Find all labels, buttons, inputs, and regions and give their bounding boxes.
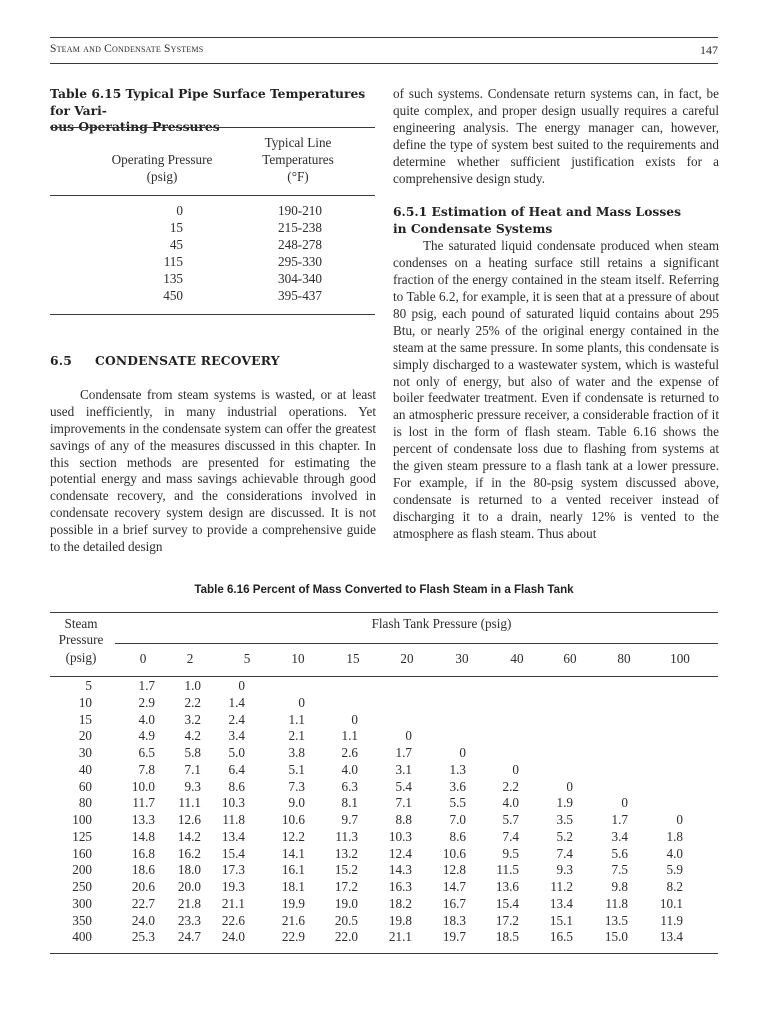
t16-cell: 12.2 [281,828,305,844]
table-row [50,829,718,846]
t16-cell: 3.8 [288,745,305,760]
t16-cell: 14.2 [177,828,201,844]
t16-cell: 20.6 [131,879,155,894]
t16-cell: 13.4 [549,895,573,911]
t16-cell: 8.8 [395,812,412,827]
t15-temperature: 190-210 [278,203,322,218]
t16-steam-pressure: 80 [78,795,92,811]
table-row [50,287,375,304]
t16-cell: 22.7 [131,895,155,911]
t16-cell: 4.0 [341,761,358,777]
t16-cell: 21.1 [221,895,245,911]
t16-cell: 8.1 [341,795,358,811]
t16-cell: 3.4 [611,828,628,844]
t16-cell: 14.1 [281,845,305,861]
t16-cell: 17.2 [495,912,519,928]
table-row [50,929,718,946]
t16-cell: 1.0 [184,678,201,693]
t16-cell: 14.3 [388,862,412,878]
t16-row-header-line2: Pressure [58,632,104,647]
t16-cell: 20.5 [334,912,358,928]
t15-col-header-pressure-line1: Operating Pressure [111,152,213,167]
t16-steam-pressure: 200 [72,862,92,878]
t16-cell: 3.6 [449,778,466,794]
t16-cell: 19.3 [221,879,245,894]
t16-cell: 7.4 [502,828,519,844]
t16-cell: 9.7 [341,812,358,827]
t16-cell: 13.4 [221,828,245,844]
t16-cell: 1.7 [395,745,412,760]
t16-cell: 0 [621,795,628,811]
page-number: 147 [700,43,718,57]
t16-cell: 18.5 [495,929,519,945]
t16-cell: 4.0 [666,845,683,861]
t16-cell: 2.2 [502,778,519,794]
t16-row-header-line3: (psig) [65,650,97,665]
t16-cell: 3.4 [228,728,245,744]
table-row [50,728,718,745]
t16-cell: 13.6 [495,879,519,894]
table-6-15-caption [50,86,376,136]
t15-col-header-temp-line3: (°F) [287,169,309,184]
t16-cell: 16.8 [131,845,155,861]
t16-steam-pressure: 15 [78,711,92,727]
t16-cell: 16.2 [177,845,201,861]
t16-steam-pressure: 160 [72,845,92,861]
t16-cell: 11.3 [335,828,358,844]
t16-cell: 0 [298,694,305,710]
subsection-6-5-1-paragraph: The saturated liquid condensate produced when steam condenses on a heating surface still retains a significant fraction of the energy contained in the steam itself. Referring to Table 6.2, for example, it is seen that at a pressure of about 80 psig, each pound of saturated liquid contains about 295 Btu, or nearly 25% of the original energy contained in the steam at the same pressure. In some plants, this condensate is simply discharged to a wastewater system, which is wasteful not only of energy, but also of water and the expense of boiler feedwater treatment. Even if condensate is returned to an atmospheric pressure receiver, a considerable fraction of it is lost in the form of flash steam. Table 6.16 shows the percent of condensate loss due to flashing from systems at the given steam pressure to a flash tank at a lower pressure. For example, if in the 80-psig system discussed above, condensate is returned to a vented receiver instead of discharging it to a drain, nearly 12% is vented to the atmosphere as flash steam. Thus about [393,238,719,541]
section-number: 6.5 [50,353,72,368]
t16-cell: 18.0 [177,862,201,878]
t16-cell: 5.6 [611,845,628,861]
t16-cell: 23.3 [177,912,201,928]
t16-cell: 10.1 [659,895,683,911]
t16-cell: 2.4 [228,711,245,727]
t16-cell: 1.4 [228,694,245,710]
header-bottom-rule [50,63,718,64]
t16-cell: 0 [238,678,245,693]
table-6-15-top-rule [50,127,375,128]
continuation-paragraph: of such systems. Condensate return systems can, in fact, be quite complex, and proper design usually requires a careful engineering analysis. The energy manager can, however, define the type of system best suited to the requirements and determine whether sufficient justification exists for a comprehensive design study. [393,86,719,186]
table-row [50,745,718,762]
t16-cell: 13.4 [659,929,683,945]
table-row [50,253,375,270]
t16-cell: 15.4 [495,895,519,911]
t16-cell: 2.9 [138,694,155,710]
t16-cell: 1.3 [449,761,466,777]
table-row [50,896,718,913]
t16-steam-pressure: 300 [72,895,92,911]
t16-cell: 5.4 [395,778,412,794]
t16-cell: 11.7 [132,795,155,811]
t16-cell: 18.1 [281,879,305,894]
t16-cell: 14.7 [442,879,466,894]
t16-cell: 16.3 [388,879,412,894]
table-row [50,879,718,896]
t16-cell: 24.0 [221,929,245,945]
t16-cell: 21.1 [388,929,412,945]
t16-cell: 7.4 [556,845,573,861]
t16-col-header: 30 [455,651,469,666]
t16-cell: 7.0 [449,812,466,827]
t16-cell: 15.4 [221,845,245,861]
t16-cell: 13.3 [131,812,155,827]
t16-steam-pressure: 350 [72,912,92,928]
t15-pressure: 135 [163,271,183,286]
t16-steam-pressure: 30 [78,745,92,760]
t16-cell: 7.5 [611,862,628,878]
t16-cell: 11.1 [178,795,201,811]
t16-cell: 18.6 [131,862,155,878]
t16-cell: 22.0 [334,929,358,945]
t16-cell: 24.0 [131,912,155,928]
t15-col-header-temp-line2: Temperatures [262,152,334,167]
t16-cell: 11.8 [222,812,245,827]
t16-cell: 7.1 [395,795,412,811]
t16-cell: 1.7 [138,678,155,693]
table-row [50,812,718,829]
t15-pressure: 115 [163,254,183,269]
table-row [50,913,718,930]
t16-cell: 24.7 [177,929,201,945]
section-heading [50,353,376,370]
t16-cell: 12.8 [442,862,466,878]
t16-cell: 19.7 [442,929,466,945]
t16-cell: 12.4 [388,845,412,861]
t15-temperature: 295-330 [278,254,322,269]
t16-col-header: 80 [617,651,631,666]
t16-cell: 6.4 [228,761,245,777]
t16-cell: 9.5 [502,845,519,861]
table-6-15-bottom-rule [50,314,375,315]
section-6-5-paragraph: Condensate from steam systems is wasted, or at least used inefficiently, in many industrial operations. Yet improvements in the condensate system can offer the greatest savings of any of the measures discussed in this chapter. In this section methods are presented for estimating the potential energy and mass savings achievable through good condensate recovery, and the considerations involved in condensate recovery system design are discussed. It is not possible in a brief survey to provide a comprehensive guide to the detailed design [50,386,376,555]
t16-cell: 0 [351,711,358,727]
t16-cell: 10.6 [442,845,466,861]
t16-cell: 22.9 [281,929,305,945]
t16-steam-pressure: 125 [72,828,92,844]
t16-cell: 7.3 [288,778,305,794]
t16-cell: 5.0 [228,745,245,760]
t15-col-header-pressure-line2: (psig) [146,169,178,184]
t16-steam-pressure: 60 [78,778,92,794]
table-row [50,862,718,879]
t16-cell: 19.8 [388,912,412,928]
t16-col-header: 0 [139,651,147,666]
table-row [50,202,375,219]
t16-cell: 1.1 [288,711,305,727]
t16-cell: 2.6 [341,745,358,760]
t15-pressure: 15 [169,220,183,235]
t16-cell: 10.6 [281,812,305,827]
t15-col-header-temp-line1: Typical Line [264,135,332,150]
t16-cell: 11.9 [660,912,683,928]
t16-cell: 9.3 [556,862,573,878]
section-6-5 [50,353,376,556]
t16-col-header: 10 [291,651,305,666]
t16-column-group-header: Flash Tank Pressure (psig) [371,616,512,631]
t16-cell: 17.3 [221,862,245,878]
t16-steam-pressure: 40 [78,761,92,777]
t16-row-header-line1: Steam [64,616,98,631]
t16-cell: 17.2 [334,879,358,894]
table-6-16-bottom-rule [50,953,718,954]
t15-temperature: 215-238 [278,220,322,235]
table-row [50,236,375,253]
table-row [50,762,718,779]
t16-cell: 4.0 [502,795,519,811]
t16-cell: 11.5 [496,862,519,878]
t16-cell: 3.5 [556,812,573,827]
table-row [50,795,718,812]
t16-cell: 18.3 [442,912,466,928]
t16-cell: 0 [405,728,412,744]
t16-cell: 0 [512,761,519,777]
t15-temperature: 248-278 [278,237,322,252]
t15-pressure: 450 [163,288,183,303]
t16-cell: 5.9 [666,862,683,878]
table-row [50,779,718,796]
t16-cell: 7.8 [138,761,155,777]
t16-steam-pressure: 250 [72,879,92,894]
table-row [50,846,718,863]
t16-cell: 7.1 [184,761,201,777]
t16-steam-pressure: 10 [78,694,92,710]
t16-cell: 2.1 [288,728,305,744]
t16-cell: 10.0 [131,778,155,794]
t16-cell: 18.2 [388,895,412,911]
table-row [50,712,718,729]
t16-cell: 9.8 [611,879,628,894]
t16-cell: 4.9 [138,728,155,744]
t16-cell: 13.5 [604,912,628,928]
t16-col-header: 15 [346,651,360,666]
t16-cell: 1.1 [341,728,358,744]
t16-col-header: 20 [400,651,414,666]
t16-col-header: 40 [510,651,524,666]
t16-cell: 4.0 [138,711,155,727]
t16-col-header: 2 [186,651,194,666]
t16-cell: 21.8 [177,895,201,911]
t16-cell: 9.0 [288,795,305,811]
t16-cell: 2.2 [184,694,201,710]
t16-cell: 4.2 [184,728,201,744]
subsection-6-5-1-title-line2: in Condensate Systems [393,221,553,237]
t16-cell: 15.0 [604,929,628,945]
t16-cell: 16.5 [549,929,573,945]
t16-row-header [50,615,112,667]
t16-cell: 13.2 [334,845,358,861]
table-row [50,678,718,695]
t16-cell: 1.8 [666,828,683,844]
right-column [393,86,719,543]
table-row [50,270,375,287]
t16-steam-pressure: 100 [72,812,92,827]
t16-cell: 0 [676,812,683,827]
t16-cell: 5.2 [556,828,573,844]
t16-steam-pressure: 20 [78,728,92,744]
t16-col-header: 100 [670,651,690,666]
t16-cell: 25.3 [131,929,155,945]
t16-cell: 10.3 [388,828,412,844]
t16-cell: 16.7 [442,895,466,911]
t16-steam-pressure: 5 [85,678,92,693]
t16-cell: 5.1 [288,761,305,777]
t16-cell: 5.5 [449,795,466,811]
t16-cell: 5.7 [502,812,519,827]
header-top-rule [50,37,718,38]
t16-col-header: 5 [243,651,251,666]
t16-cell: 6.5 [138,745,155,760]
t16-cell: 10.3 [221,795,245,811]
t15-pressure: 45 [169,237,183,252]
t16-cell: 8.6 [228,778,245,794]
running-head: Steam and Condensate Systems [50,43,204,55]
t16-cell: 0 [459,745,466,760]
t16-cell: 6.3 [341,778,358,794]
t16-col-header: 60 [563,651,577,666]
t15-temperature: 304-340 [278,271,322,286]
subsection-6-5-1-title-line1: 6.5.1 Estimation of Heat and Mass Losses [393,204,681,220]
table-6-15-title-line2: ous Operating Pressures [50,119,220,134]
table-row [50,695,718,712]
t16-cell: 15.2 [334,862,358,878]
t16-cell: 3.2 [184,711,201,727]
table-6-15-title-line1: Table 6.15 Typical Pipe Surface Temperatures for Vari- [50,86,366,118]
table-6-16-title: Table 6.16 Percent of Mass Converted to Flash Steam in a Flash Tank [194,582,574,596]
t16-cell: 19.9 [281,895,305,911]
t16-cell: 8.6 [449,828,466,844]
t16-cell: 22.6 [221,912,245,928]
t16-cell: 12.6 [177,812,201,827]
table-6-16-group-rule [115,643,718,644]
t16-cell: 16.1 [281,862,305,878]
t16-cell: 0 [566,778,573,794]
table-6-16-header-rule [50,676,718,677]
t16-cell: 14.8 [131,828,155,844]
t16-cell: 21.6 [281,912,305,928]
t16-cell: 9.3 [184,778,201,794]
t15-col-header-temperature [238,134,358,185]
table-row [50,219,375,236]
t15-col-header-pressure [92,151,232,185]
section-title: CONDENSATE RECOVERY [94,353,280,368]
t16-cell: 15.1 [549,912,573,928]
t16-cell: 1.7 [611,812,628,827]
t16-cell: 3.1 [395,761,412,777]
t16-cell: 11.8 [605,895,628,911]
t16-cell: 20.0 [177,879,201,894]
t16-steam-pressure: 400 [72,929,92,945]
t16-cell: 11.2 [550,879,573,894]
table-6-16-top-rule [50,612,718,613]
t15-pressure: 0 [176,203,183,218]
t16-cell: 19.0 [334,895,358,911]
t16-cell: 5.8 [184,745,201,760]
table-6-15-header-rule [50,195,375,196]
t16-cell: 1.9 [556,795,573,811]
t16-cell: 8.2 [666,879,683,894]
t15-temperature: 395-437 [278,288,322,303]
